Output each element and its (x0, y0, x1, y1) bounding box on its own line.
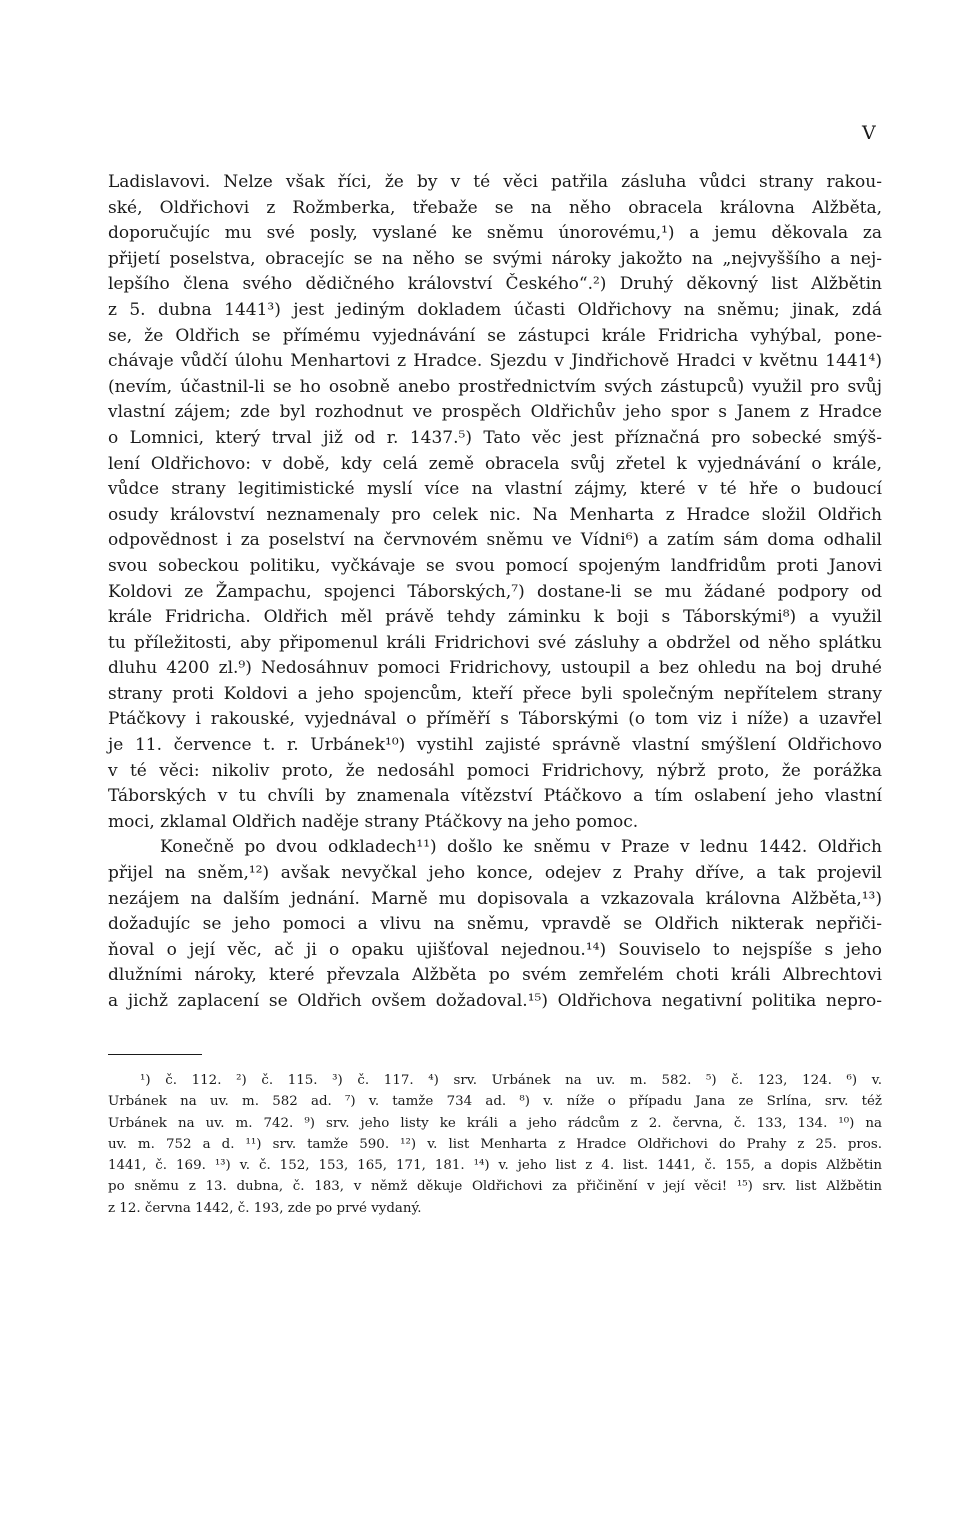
text-line: Koldovi ze Žampachu, spojenci Táborských,⁷) dostane-li se mu žádané podpory od (108, 581, 882, 602)
text-line: dožadujíc se jeho pomoci a vlivu na sněmu, vpravdě se Oldřich nikterak nepřiči- (108, 914, 882, 935)
text-line: moci, zklamal Oldřich naděje strany Ptáčkovy na jeho pomoc. (108, 811, 639, 832)
text-line: a jichž zaplacení se Oldřich ovšem dožadoval.¹⁵) Oldřichova negativní politika nepro- (108, 991, 882, 1011)
text-line: o Lomnici, který trval již od r. 1437.⁵) Tato věc jest příznačná pro sobecké smýš- (108, 427, 882, 448)
text-line: vlastní zájem; zde byl rozhodnut ve prospěch Oldřichův jeho spor s Janem z Hradce (108, 402, 882, 423)
text-line: svou sobeckou politiku, vyčkávaje se svou pomocí spojeným landfridům proti Janovi (108, 555, 882, 576)
footnote-line: z 12. června 1442, č. 193, zde po prvé vydaný. (108, 1200, 422, 1216)
footnote-separator (108, 1054, 202, 1055)
text-line: Ptáčkovy i rakouské, vyjednával o příměří s Táborskými (o tom viz i níže) a uzavřel (108, 709, 882, 730)
text-line: krále Fridricha. Oldřich měl právě tehdy záminku k boji s Táborskými⁸) a využil (108, 607, 882, 628)
footnote-line: ¹) č. 112. ²) č. 115. ³) č. 117. ⁴) srv. Urbánek na uv. m. 582. ⁵) č. 123, 124. ⁶) v. (140, 1073, 882, 1088)
footnote-line: Urbánek na uv. m. 582 ad. ⁷) v. tamže 734 ad. ⁸) v. níže o případu Jana ze Srlína, srv. též (108, 1094, 882, 1110)
text-line: lepšího člena svého dědičného království Českého“.²) Druhý děkovný list Alžbětin (108, 274, 882, 295)
text-line: Táborských v tu chvíli by znamenala vítězství Ptáčkovo a tím oslabení jeho vlastní (108, 786, 882, 807)
text-line: vůdce strany legitimistické myslí více na vlastní zájmy, které v té hře o budoucí (108, 479, 882, 500)
text-line: doporučujíc mu své posly, vyslané ke sněmu únorovému,¹) a jemu děkovala za (108, 223, 882, 244)
text-line: přijel na sněm,¹²) avšak nevyčkal jeho konce, odejev z Prahy dříve, a tak projevil (108, 863, 882, 884)
text-line: je 11. července t. r. Urbánek¹⁰) vystihl zajisté správně vlastní smýšlení Oldřichovo (108, 735, 882, 756)
body-text (108, 170, 882, 1015)
text-line: ňoval o její věc, ač ji o opaku ujišťoval nejednou.¹⁴) Souviselo to nejspíše s jeho (108, 939, 882, 960)
text-line: se, že Oldřich se přímému vyjednávání se zástupci krále Fridricha vyhýbal, pone- (108, 325, 882, 346)
text-line: v té věci: nikoliv proto, že nedosáhl pomoci Fridrichovy, nýbrž proto, že porážka (108, 760, 882, 781)
text-line: nezájem na dalším jednání. Marně mu dopisovala a vzkazovala královna Alžběta,¹³) (108, 888, 882, 909)
text-line: z 5. dubna 1441³) jest jediným dokladem účasti Oldřichovy na sněmu; jinak, zdá (108, 299, 882, 320)
text-line: lení Oldřichovo: v době, kdy celá země obracela svůj zřetel k vyjednávání o krále, (108, 453, 882, 474)
text-line: tu příležitosti, aby připomenul králi Fridrichovi své zásluhy a obdržel od něho splátku (108, 632, 882, 653)
footnote-line: Urbánek na uv. m. 742. ⁹) srv. jeho listy ke králi a jeho rádcům z 2. června, č. 133, 134. ¹⁰) na (108, 1115, 882, 1131)
text-line: (nevím, účastnil-li se ho osobně anebo prostřednictvím svých zástupců) využil pro svůj (108, 376, 882, 397)
text-line: přijetí poselstva, obracejíc se na něho se svými nároky jakožto na „nejvyššího a nej- (108, 248, 882, 269)
footnote-line: 1441, č. 169. ¹³) v. č. 152, 153, 165, 171, 181. ¹⁴) v. jeho list z 4. list. 1441, č. 155, a dopis Alžbětin (108, 1158, 882, 1174)
footnote-line: uv. m. 752 a d. ¹¹) srv. tamže 590. ¹²) v. list Menharta z Hradce Oldřichovi do Prahy z 25. pros. (108, 1136, 882, 1152)
text-line: strany proti Koldovi a jeho spojencům, kteří přece byli společným nepřítelem strany (108, 683, 882, 704)
footnotes (108, 1070, 882, 1219)
text-line: osudy království neznamenaly pro celek nic. Na Menharta z Hradce složil Oldřich (108, 504, 882, 525)
text-line: ské, Oldřichovi z Rožmberka, třebaže se na něho obracela královna Alžběta, (108, 197, 882, 218)
footnote-line: po sněmu z 13. dubna, č. 183, v němž děkuje Oldřichovi za přičinění v její věci! ¹⁵) srv. list Alžbětin (108, 1179, 882, 1195)
text-line: dluhu 4200 zl.⁹) Nedosáhnuv pomoci Fridrichovy, ustoupil a bez ohledu na boj druhé (108, 658, 882, 679)
page-number: V (862, 122, 876, 144)
text-line: Konečně po dvou odkladech¹¹) došlo ke sněmu v Praze v lednu 1442. Oldřich (160, 837, 882, 858)
text-line: dlužními nároky, které převzala Alžběta po svém zemřelém choti králi Albrechtovi (108, 965, 882, 986)
text-line: Ladislavovi. Nelze však říci, že by v té věci patřila zásluha vůdci strany rakou- (108, 172, 882, 192)
text-line: chávaje vůdčí úlohu Menhartovi z Hradce. Sjezdu v Jindřichově Hradci v květnu 1441⁴) (108, 351, 882, 372)
text-line: odpovědnost i za poselství na červnovém sněmu ve Vídni⁶) a zatím sám doma odhalil (108, 530, 882, 551)
